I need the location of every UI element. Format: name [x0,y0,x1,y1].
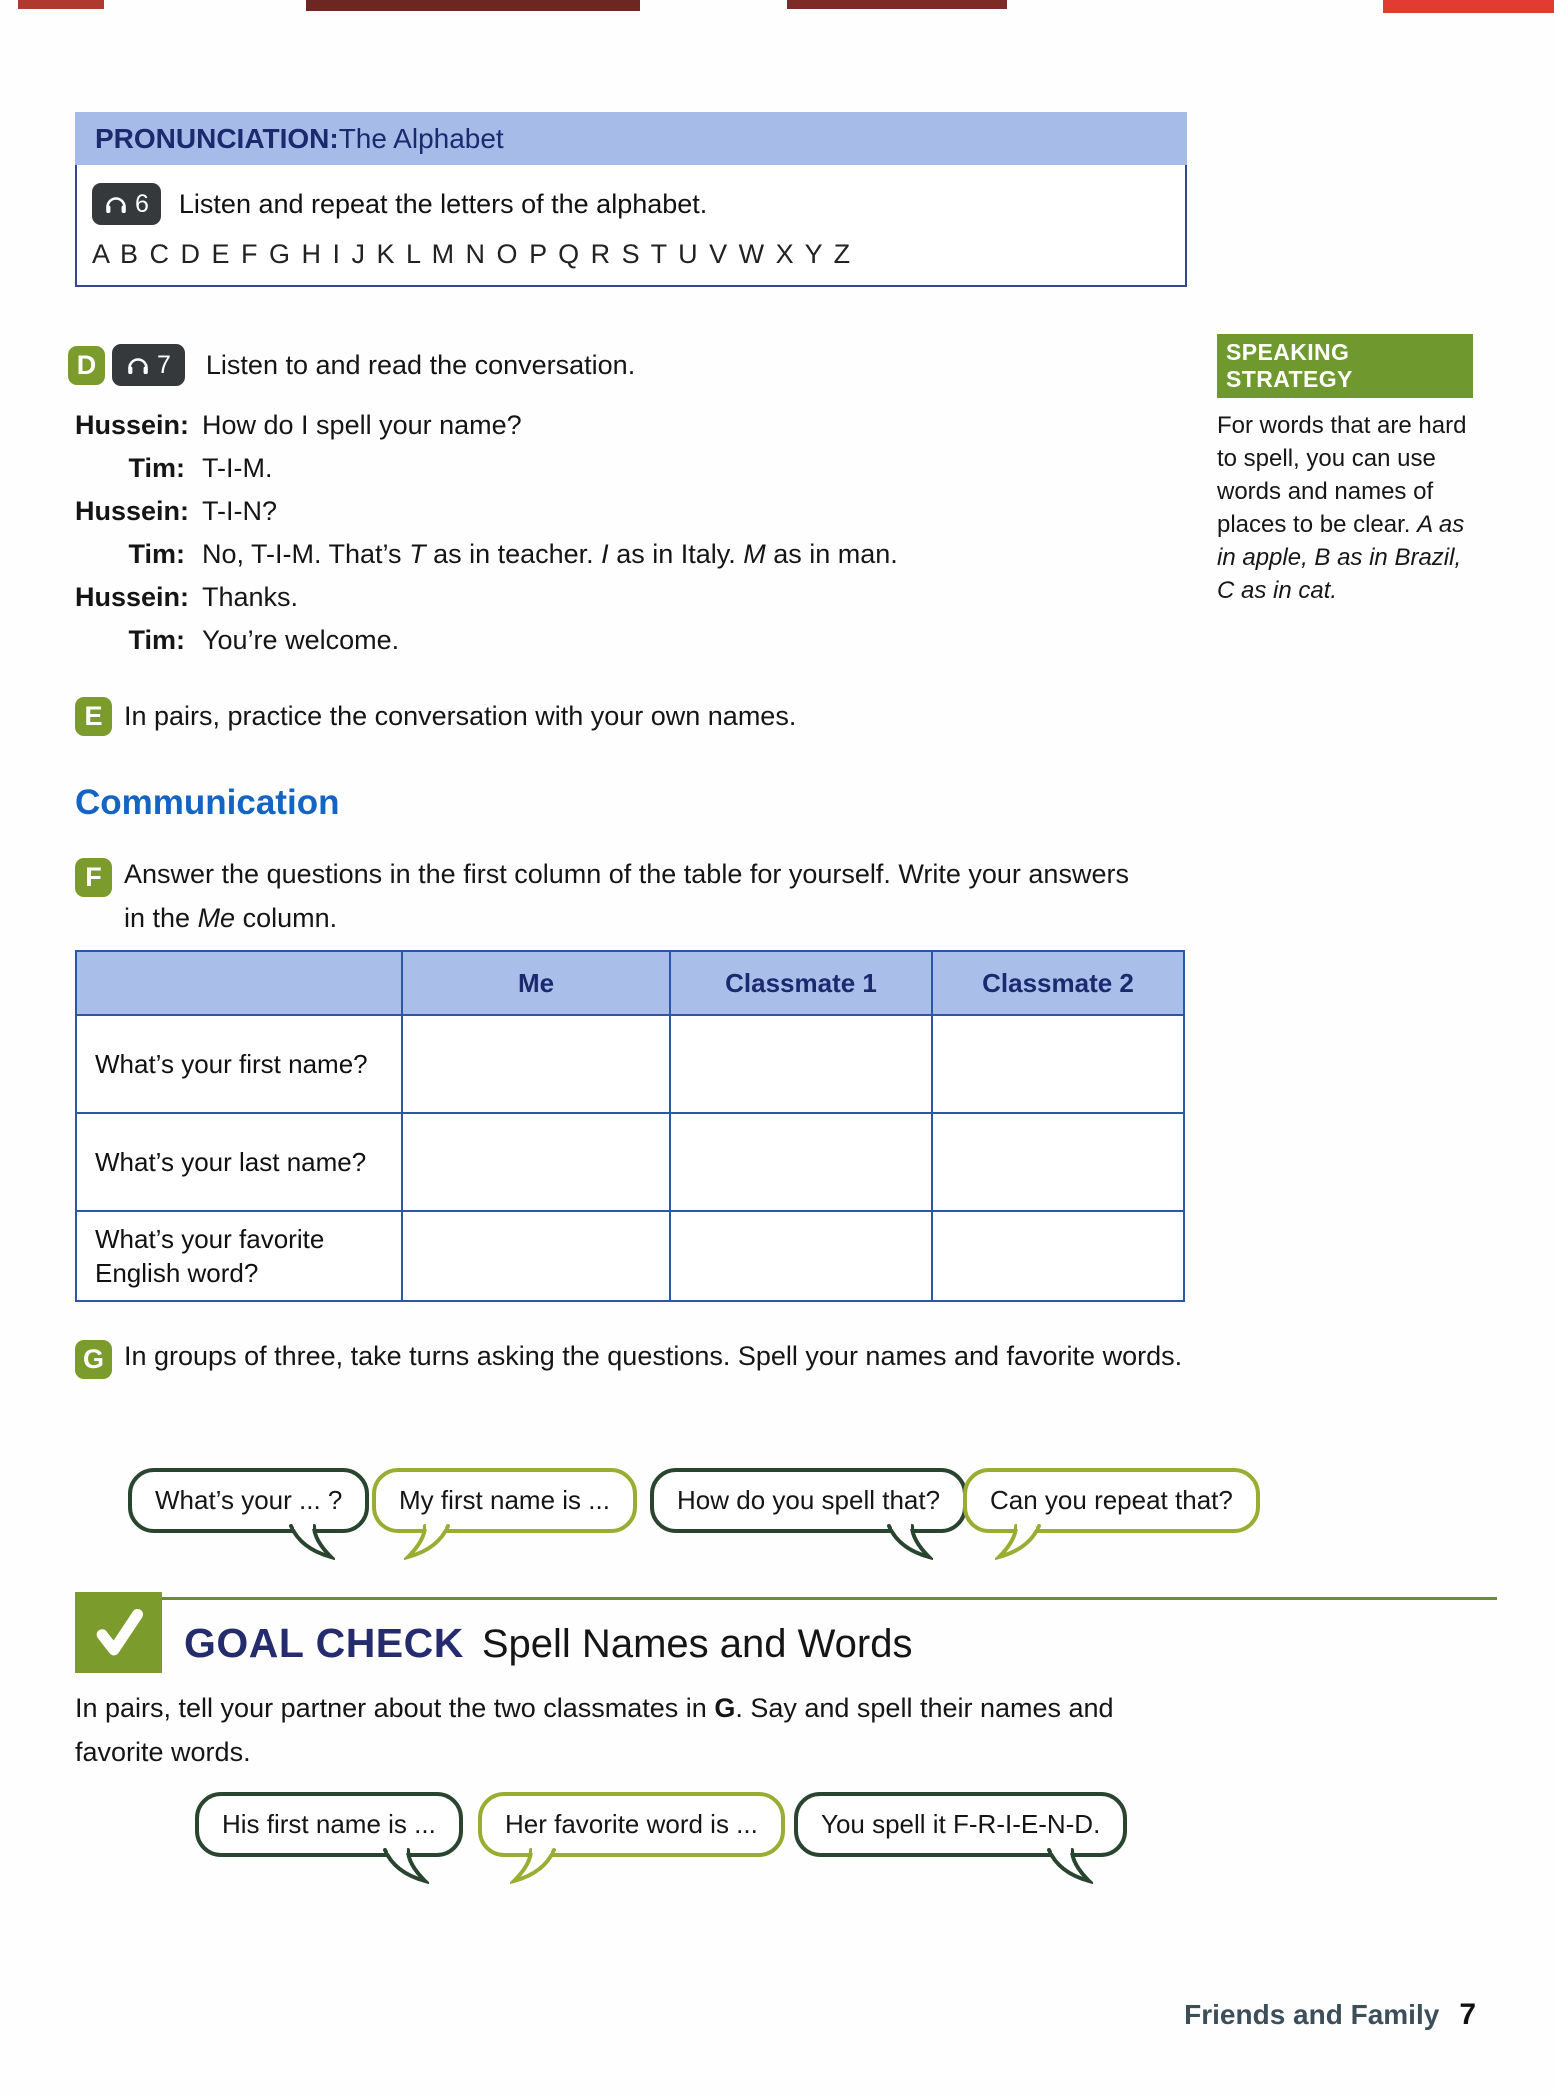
table-answer-cell [402,1113,670,1211]
section-f-instruction [124,852,1134,940]
dialog-text [202,496,277,527]
text-segment: A as in apple, B as in Brazil, C as in cat. [1217,511,1465,604]
text-segment: No, T-I-M. That’s [202,539,410,569]
section-e-badge: E [75,697,112,736]
audio-track-badge [112,344,185,386]
speech-bubble-row [0,1792,1554,1907]
table-question-cell: What’s your first name? [76,1015,402,1113]
text-segment: In pairs, tell your partner about the two classmates in [75,1693,715,1723]
dialog-text [202,453,272,484]
dialog-text [202,410,522,441]
speaker-label: Tim: [128,625,185,655]
bubble-tail [287,1524,335,1560]
headphones-icon [126,354,150,376]
dialog-text [202,582,298,613]
headphones-icon [104,193,128,215]
dialog-text [202,539,898,570]
pronunciation-instruction: Listen and repeat the letters of the alphabet. [178,188,708,219]
text-segment: Answer the questions in the first column of the table for yourself. Write your answers in the [124,859,1129,933]
scan-artifact [1383,0,1554,13]
bubble-text: You spell it F-R-I-E-N-D. [821,1809,1101,1839]
answers-table-wrap [75,950,1185,1302]
conversation-line [75,576,898,619]
scan-artifact [787,0,1007,9]
text-segment: For words that are hard to spell, you can use words and names of places to be clear. [1217,412,1467,538]
text-segment: How do I spell your name? [202,410,522,440]
goal-check-square [75,1592,162,1673]
pronunciation-box [75,165,1187,287]
bubble-text: Can you repeat that? [990,1485,1233,1515]
page-number: 7 [1459,1998,1476,2031]
bubble-text: His first name is ... [222,1809,436,1839]
table-row [76,1211,1184,1301]
text-segment: as in Italy. [608,539,744,569]
conversation-line [75,619,898,662]
text-segment: . Say and spell their names and favorite words. [75,1693,1114,1767]
table-header-cell [76,951,402,1015]
unit-title: Friends and Family [1184,1999,1440,2030]
goal-check-subtitle: Spell Names and Words [481,1622,913,1666]
table-answer-cell [670,1113,932,1211]
table-header-cell: Classmate 2 [932,951,1184,1015]
text-segment: G [714,1693,736,1723]
text-segment: Me [197,903,236,933]
section-d-header [68,344,635,386]
bubble-text: My first name is ... [399,1485,610,1515]
goal-check-rule [75,1597,1497,1600]
table-answer-cell [670,1015,932,1113]
text-segment: I [601,539,609,569]
section-e [75,697,796,736]
text-segment: column. [235,903,338,933]
goal-check-title: GOAL CHECK [184,1620,464,1666]
text-segment: T-I-N? [202,496,278,526]
section-d-instruction: Listen to and read the conversation. [205,349,636,380]
bubble-tail [510,1848,558,1884]
goal-check-title-row [184,1620,912,1667]
section-g-instruction: In groups of three, take turns asking the questions. Spell your names and favorite words. [124,1341,1183,1371]
speaking-strategy-title: SPEAKING STRATEGY [1217,334,1473,398]
speaker-label: Hussein: [75,496,190,526]
scan-artifact [18,0,104,9]
speech-bubble-row [0,1468,1554,1583]
pronunciation-title: PRONUNCIATION: [95,122,339,154]
checkmark-icon [92,1606,146,1660]
speech-bubble [478,1792,785,1857]
text-segment: T-I-M. [202,453,273,483]
text-segment: M [743,539,766,569]
speaker-label: Tim: [128,453,185,483]
bubble-text: How do you spell that? [677,1485,941,1515]
table-answer-cell [932,1015,1184,1113]
speaker-label: Hussein: [75,410,190,440]
audio-track-badge [92,183,161,225]
section-f [75,858,1134,940]
table-row [76,1113,1184,1211]
text-segment: You’re welcome. [202,625,400,655]
text-segment: T [409,539,426,569]
table-question-cell: What’s your last name? [76,1113,402,1211]
pronunciation-banner [75,112,1187,165]
speaking-strategy-body [1217,409,1469,607]
conversation-line [75,447,898,490]
goal-check-body [75,1686,1175,1774]
section-d-badge: D [68,346,105,385]
speaking-strategy-panel [1217,334,1473,607]
dialog-text [202,625,399,656]
bubble-tail [885,1524,933,1560]
speech-bubble [650,1468,967,1533]
bubble-text: What’s your ... ? [155,1485,343,1515]
bubble-tail [995,1524,1043,1560]
table-answer-cell [402,1015,670,1113]
speech-bubble [128,1468,369,1533]
audio-track-number: 7 [157,350,171,379]
speech-bubble [794,1792,1127,1857]
audio-instruction-row [92,183,707,225]
section-g-badge: G [75,1340,112,1379]
bubble-text: Her favorite word is ... [505,1809,758,1839]
conversation-line [75,490,898,533]
conversation-line [75,533,898,576]
bubble-tail [404,1524,452,1560]
table-question-cell: What’s your favorite English word? [76,1211,402,1301]
text-segment: as in teacher. [425,539,602,569]
table-answer-cell [402,1211,670,1301]
section-g [75,1340,1209,1379]
speaker-label: Tim: [128,539,185,569]
speech-bubble [963,1468,1260,1533]
text-segment: Thanks. [202,582,299,612]
speech-bubble [372,1468,637,1533]
bubble-tail [1045,1848,1093,1884]
speech-bubble [195,1792,463,1857]
table-answer-cell [932,1113,1184,1211]
answers-table [75,950,1185,1302]
table-row [76,1015,1184,1113]
communication-heading: Communication [75,783,340,822]
table-answer-cell [670,1211,932,1301]
text-segment: as in man. [765,539,898,569]
conversation-line [75,404,898,447]
pronunciation-subtitle: The Alphabet [338,122,504,154]
table-header-cell: Me [402,951,670,1015]
audio-track-number: 6 [135,189,149,218]
section-f-badge: F [75,858,112,897]
page-footer [1184,1998,1476,2032]
conversation [75,404,898,662]
scan-artifact [306,0,640,11]
alphabet-line: A B C D E F G H I J K L M N O P Q R S T U V W X Y Z [92,239,853,269]
bubble-tail [381,1848,429,1884]
section-e-instruction: In pairs, practice the conversation with your own names. [124,701,797,731]
table-answer-cell [932,1211,1184,1301]
table-header-cell: Classmate 1 [670,951,932,1015]
speaker-label: Hussein: [75,582,190,612]
